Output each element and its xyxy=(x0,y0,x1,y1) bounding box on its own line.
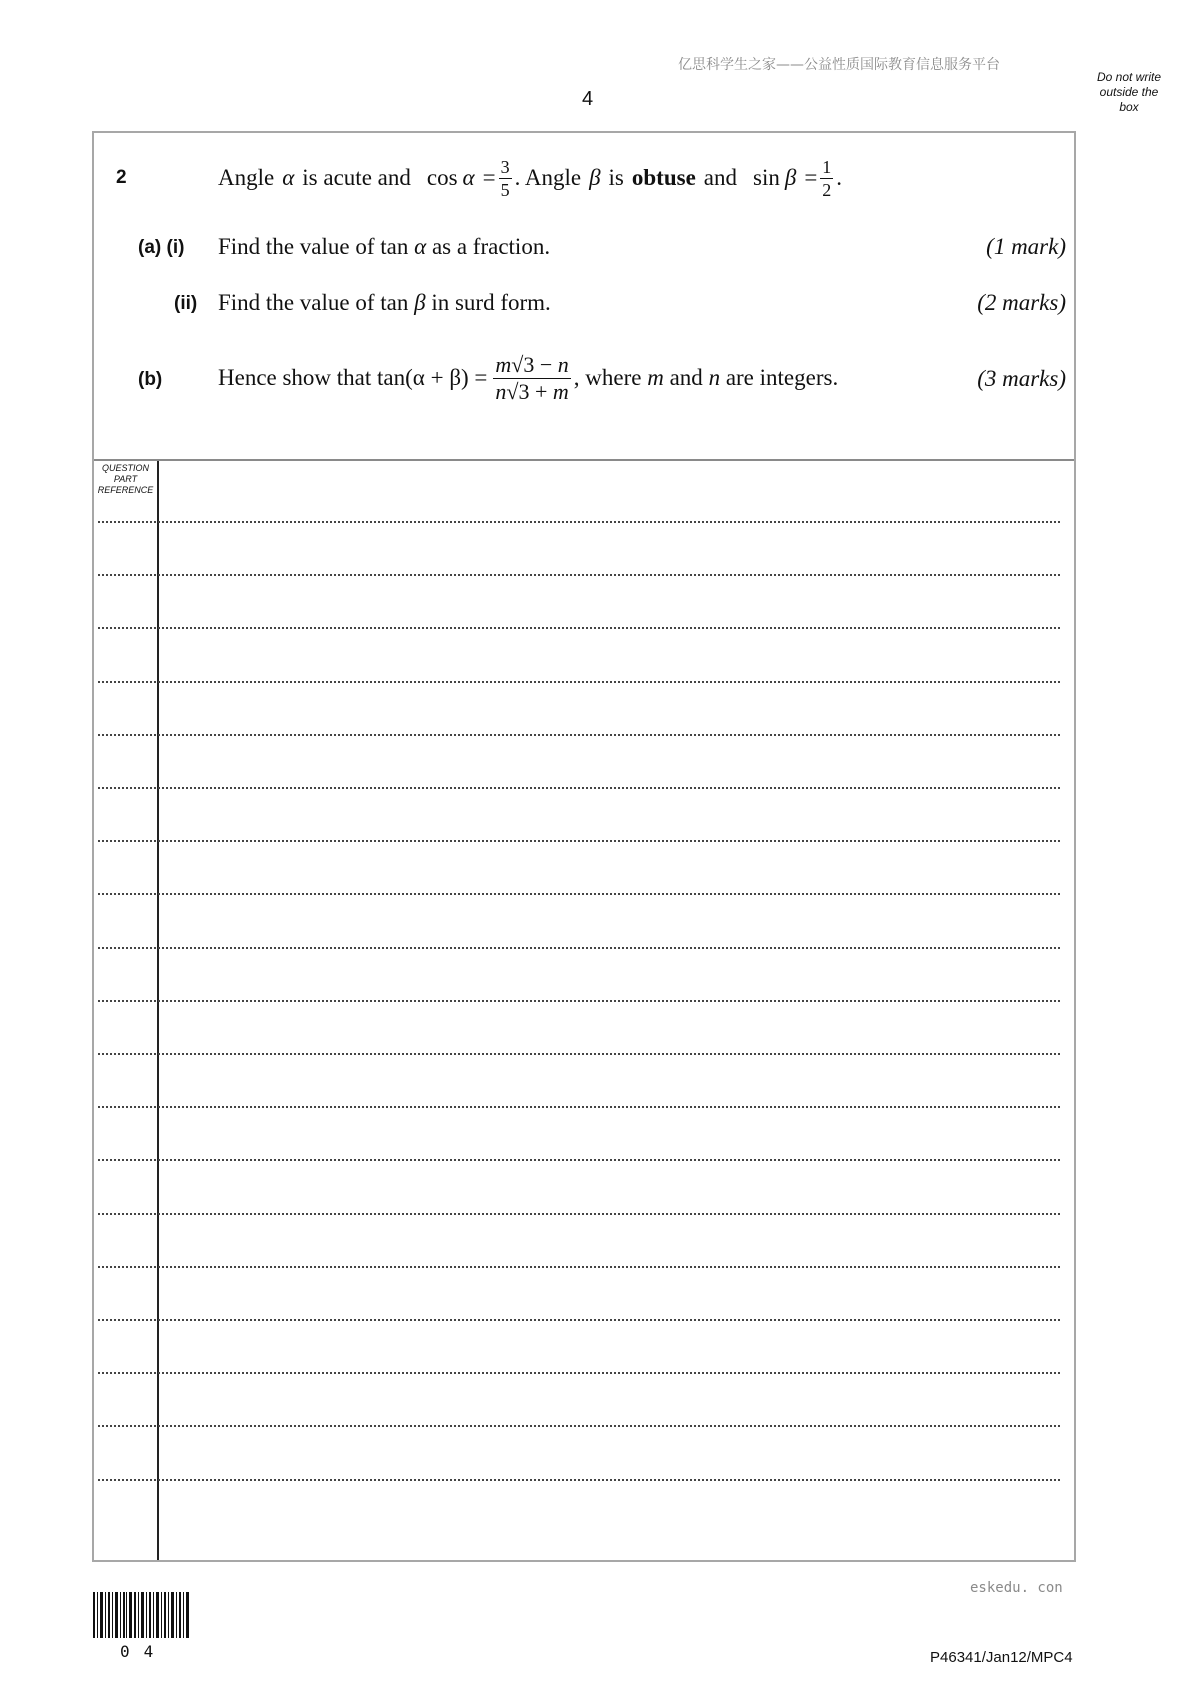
reference-header-line: PART xyxy=(113,474,138,484)
beta-symbol: β xyxy=(589,165,601,190)
variable-n: n xyxy=(557,351,569,377)
answer-line[interactable] xyxy=(98,1319,1060,1321)
footer-website: eskedu. con xyxy=(970,1580,1063,1596)
question-area xyxy=(94,133,1074,461)
answer-line[interactable] xyxy=(98,947,1060,949)
question-frame xyxy=(92,131,1076,1562)
question-stem xyxy=(218,155,842,201)
answer-line[interactable] xyxy=(98,681,1060,683)
stem-text: . xyxy=(836,165,843,190)
cos-function: cos xyxy=(426,165,458,190)
alpha-symbol: α xyxy=(414,234,427,259)
part-label-a-i: (a) (i) xyxy=(138,237,185,258)
answer-line[interactable] xyxy=(98,1053,1060,1055)
variable-n: n xyxy=(708,365,721,390)
part-text: and xyxy=(663,365,709,390)
answer-line[interactable] xyxy=(98,1106,1060,1108)
watermark-text: 亿思科学生之家——公益性质国际教育信息服务平台 xyxy=(678,57,1000,73)
equals-sign: = xyxy=(804,165,818,190)
alpha-symbol: α xyxy=(462,165,475,190)
answer-line[interactable] xyxy=(98,1266,1060,1268)
answer-area[interactable] xyxy=(94,461,1074,1560)
question-number: 2 xyxy=(116,167,127,188)
answer-line[interactable] xyxy=(98,787,1060,789)
answer-line[interactable] xyxy=(98,574,1060,576)
sin-function: sin xyxy=(753,165,780,190)
part-label-b: (b) xyxy=(138,369,163,390)
answer-line[interactable] xyxy=(98,627,1060,629)
part-text: , where xyxy=(573,365,648,390)
variable-n: n xyxy=(495,378,507,404)
answer-line[interactable] xyxy=(98,734,1060,736)
reference-column-divider xyxy=(157,461,159,1560)
equals-sign: = xyxy=(482,165,496,190)
part-label-a-ii: (ii) xyxy=(174,293,198,314)
part-text-b xyxy=(218,342,838,414)
reference-header-line: QUESTION xyxy=(101,463,149,473)
surd-expression: √3 + xyxy=(506,378,553,404)
margin-note-line: outside the xyxy=(1099,85,1159,99)
margin-note-line: Do not write xyxy=(1096,70,1162,84)
variable-m: m xyxy=(495,351,512,377)
stem-text: is xyxy=(608,165,624,190)
answer-line[interactable] xyxy=(98,840,1060,842)
answer-line[interactable] xyxy=(98,1425,1060,1427)
document-code: P46341/Jan12/MPC4 xyxy=(930,1649,1073,1666)
answer-line[interactable] xyxy=(98,1372,1060,1374)
stem-text: and xyxy=(703,165,737,190)
answer-line[interactable] xyxy=(98,521,1060,523)
alpha-symbol: α xyxy=(282,165,295,190)
surd-expression: √3 − xyxy=(511,351,558,377)
answer-line[interactable] xyxy=(98,1000,1060,1002)
fraction-tan-sum xyxy=(493,351,570,404)
part-text: as a fraction. xyxy=(426,234,551,259)
reference-column-header xyxy=(94,463,157,496)
answer-line[interactable] xyxy=(98,1159,1060,1161)
variable-m: m xyxy=(647,365,664,390)
part-text: Find the value of tan xyxy=(218,234,409,259)
part-text: are integers. xyxy=(720,365,839,390)
part-text: in surd form. xyxy=(425,290,551,315)
marks-a-ii: (2 marks) xyxy=(977,290,1066,315)
fraction-numerator: 3 xyxy=(500,156,510,177)
fraction-denominator: 5 xyxy=(500,179,510,200)
marks-a-i: (1 mark) xyxy=(986,234,1066,259)
stem-text: . Angle xyxy=(514,165,582,190)
fraction-sin-beta xyxy=(820,158,833,199)
barcode-icon xyxy=(93,1592,193,1638)
beta-symbol: β xyxy=(784,165,797,190)
part-text-a-ii xyxy=(218,290,551,316)
variable-m: m xyxy=(552,378,569,404)
part-text: Find the value of tan xyxy=(218,290,409,315)
fraction-denominator xyxy=(493,378,570,403)
answer-line[interactable] xyxy=(98,893,1060,895)
part-text-a-i xyxy=(218,234,550,260)
answer-line[interactable] xyxy=(98,1213,1060,1215)
marks-b: (3 marks) xyxy=(977,366,1066,391)
barcode-number: 04 xyxy=(120,1642,168,1661)
fraction-cos-alpha xyxy=(499,158,512,199)
margin-note-line: box xyxy=(1119,100,1139,114)
part-text: Hence show that tan(α + β) = xyxy=(218,365,488,390)
fraction-numerator: 1 xyxy=(822,156,832,177)
beta-symbol: β xyxy=(414,290,426,315)
margin-note xyxy=(1086,70,1172,115)
reference-header-line: REFERENCE xyxy=(97,485,154,495)
answer-line[interactable] xyxy=(98,1479,1060,1481)
emphasis-obtuse: obtuse xyxy=(631,165,696,190)
stem-text: is acute and xyxy=(302,165,411,190)
stem-text: Angle xyxy=(218,165,275,190)
fraction-numerator xyxy=(493,351,570,378)
fraction-denominator: 2 xyxy=(822,179,832,200)
page-number: 4 xyxy=(582,88,594,110)
